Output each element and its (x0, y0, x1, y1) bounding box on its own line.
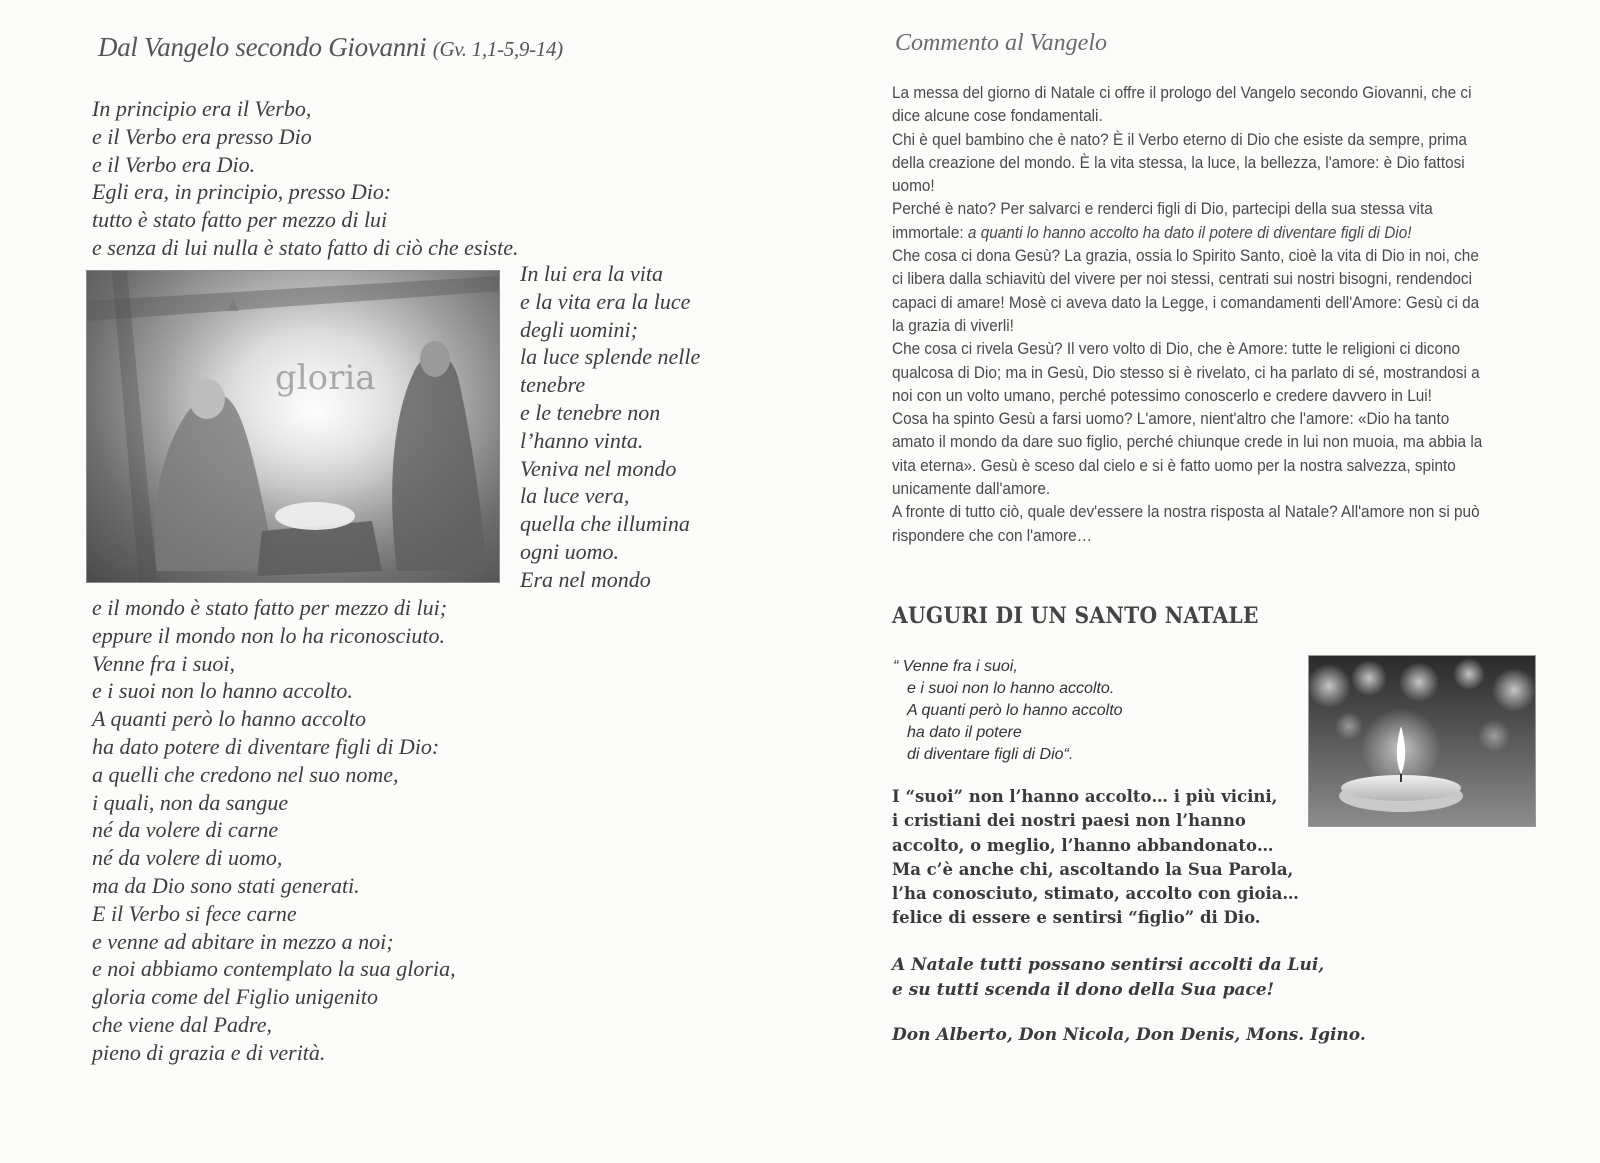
verse-line: ma da Dio sono stati generati. (92, 872, 360, 898)
quote-line: ha dato il potere (907, 724, 1022, 741)
verse-line: e noi abbiamo contemplato la sua gloria, (92, 956, 456, 982)
comment-paragraph: Che cosa ci rivela Gesù? Il vero volto di Dio, che è Amore: tutte le religioni ci dicono qualcosa di Dio; ma in Gesù, Dio stesso si è rivelato, ci ha parlato di sé, mostrandosi a noi con un volto umano, perché potessimo conoscerlo e credere davvero in Lui! (892, 340, 1480, 405)
auguri-wish (892, 953, 1324, 1002)
comment-paragraph: Chi è quel bambino che è nato? È il Verbo eterno di Dio che esiste da sempre, prima della creazione del mondo. È la vita stessa, la luce, la bellezza, l'amore: è Dio fattosi uomo! (892, 130, 1467, 196)
message-line: felice di essere e sentirsi “figlio” di Dio. (892, 908, 1261, 929)
gospel-title-text: Dal Vangelo secondo Giovanni (98, 32, 427, 62)
verse-line: In lui era la vita (520, 261, 663, 286)
verse-line: e le tenebre non (520, 399, 661, 425)
comment-quote: a quanti lo hanno accolto ha dato il potere di diventare figli di Dio! (967, 223, 1412, 242)
verse-line: quella che illumina (520, 511, 690, 537)
message-line: l’ha conosciuto, stimato, accolto con gioia… (892, 884, 1299, 905)
message-line: i cristiani dei nostri paesi non l’hanno (892, 811, 1246, 832)
auguri-title: AUGURI DI UN SANTO NATALE (892, 603, 1259, 629)
candle-image (1308, 655, 1536, 827)
comment-paragraph: Cosa ha spinto Gesù a farsi uomo? L'amore, nient'altro che l'amore: «Dio ha tanto amato il mondo da dare suo figlio, perché chiunque crede in lui non muoia, ma abbia la vita eterna». Gesù è sceso dal cielo e si è fatto uomo per la nostra salvezza, spinto unicamente dall'amore. (892, 410, 1483, 499)
verse-line: degli uomini; (520, 316, 638, 342)
verse-line: tutto è stato fatto per mezzo di lui (92, 207, 388, 233)
gloria-inscription: gloria (275, 358, 376, 398)
verse-line: tenebre (520, 372, 586, 398)
verse-line: Egli era, in principio, presso Dio: (92, 179, 392, 205)
comment-paragraph: A fronte di tutto ciò, quale dev'essere la nostra risposta al Natale? All'amore non si può rispondere che con l'amore… (892, 503, 1480, 545)
verse-line: Venne fra i suoi, (92, 650, 235, 676)
comment-text: Perché è nato? Per salvarci e renderci figli di Dio, partecipi della sua stessa vita immortale: (892, 200, 1433, 242)
comment-body (892, 82, 1487, 548)
verse-line: ogni uomo. (520, 538, 619, 564)
quote-line: “ Venne fra i suoi, (893, 658, 1018, 675)
verse-line: e il Verbo era Dio. (92, 151, 256, 177)
verse-line: e senza di lui nulla è stato fatto di ciò che esiste. (92, 234, 519, 260)
verse-line: ha dato potere di diventare figli di Dio: (92, 733, 440, 759)
verse-line: né da volere di carne (92, 817, 279, 843)
quote-line: A quanti però lo hanno accolto (907, 702, 1123, 719)
signature: Don Alberto, Don Nicola, Don Denis, Mons. Igino. (892, 1025, 1366, 1045)
comment-paragraph (892, 198, 1487, 245)
gospel-title (98, 32, 563, 63)
verse-line: Era nel mondo (520, 566, 651, 592)
verse-line: In principio era il Verbo, (92, 96, 312, 121)
verse-line: e venne ad abitare in mezzo a noi; (92, 928, 394, 954)
gospel-verses-side (520, 260, 700, 594)
verse-line: gloria come del Figlio unigenito (92, 984, 378, 1010)
candle-illustration (1309, 656, 1536, 827)
verse-line: i quali, non da sangue (92, 789, 289, 815)
comment-title: Commento al Vangelo (895, 30, 1107, 56)
message-line: accolto, o meglio, l’hanno abbandonato… (892, 835, 1274, 856)
verse-line: che viene dal Padre, (92, 1011, 272, 1037)
verse-line: A quanti però lo hanno accolto (92, 706, 366, 732)
verse-line: pieno di grazia e di verità. (92, 1039, 326, 1065)
auguri-message (892, 785, 1299, 931)
gospel-verses-top (92, 95, 519, 262)
verse-line: e il mondo è stato fatto per mezzo di lui; (92, 595, 448, 620)
verse-line: e il Verbo era presso Dio (92, 123, 312, 149)
verse-line: Veniva nel mondo (520, 455, 677, 481)
nativity-image (86, 270, 500, 583)
quote-line: e i suoi non lo hanno accolto. (907, 680, 1115, 697)
comment-paragraph: Che cosa ci dona Gesù? La grazia, ossia lo Spirito Santo, cioè la vita di Dio in noi, che ci libera dalla schiavitù del vivere per noi stessi, centrati sui nostri bisogni, rendendoci capaci di amare! Mosè ci aveva dato la Legge, i comandamenti dell'Amore: Gesù ci da la grazia di viverli! (892, 247, 1480, 335)
auguri-quote (893, 656, 1123, 766)
verse-line: e la vita era la luce (520, 288, 691, 314)
message-line: I “suoi” non l’hanno accolto… i più vicini, (892, 787, 1278, 807)
verse-line: la luce splende nelle (520, 344, 701, 370)
verse-line: E il Verbo si fece carne (92, 900, 297, 926)
message-line: Ma c’è anche chi, ascoltando la Sua Parola, (892, 859, 1294, 880)
verse-line: né da volere di uomo, (92, 845, 283, 871)
quote-line: di diventare figli di Dio“. (907, 746, 1074, 763)
gospel-verses-bottom (92, 594, 456, 1067)
wish-line: A Natale tutti possano sentirsi accolti da Lui, (892, 955, 1325, 975)
verse-line: l’hanno vinta. (520, 427, 644, 453)
gospel-reference: (Gv. 1,1-5,9-14) (432, 37, 563, 61)
verse-line: la luce vera, (520, 483, 630, 509)
comment-paragraph: La messa del giorno di Natale ci offre il prologo del Vangelo secondo Giovanni, che ci dice alcune cose fondamentali. (892, 84, 1472, 126)
verse-line: e i suoi non lo hanno accolto. (92, 678, 353, 704)
verse-line: eppure il mondo non lo ha riconosciuto. (92, 622, 445, 648)
wish-line: e su tutti scenda il dono della Sua pace! (892, 979, 1275, 1000)
nativity-illustration (87, 271, 500, 583)
verse-line: a quelli che credono nel suo nome, (92, 761, 399, 787)
